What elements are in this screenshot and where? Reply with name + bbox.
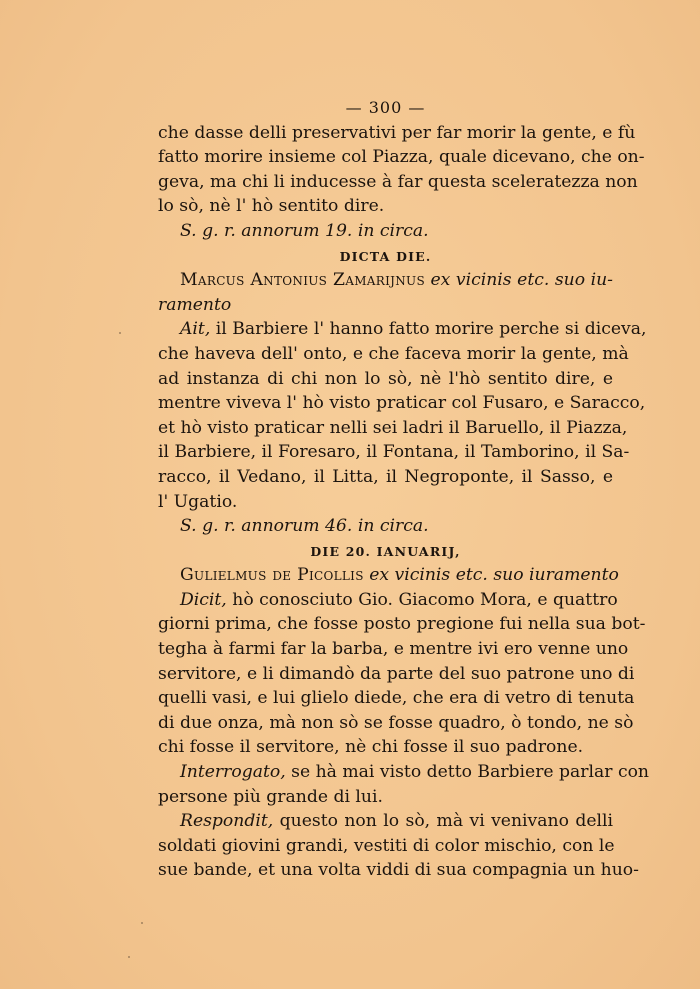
text-line xyxy=(158,391,646,416)
text-line xyxy=(158,809,613,834)
section-heading: DICTA DIE. xyxy=(339,248,432,264)
section-heading: DIE 20. IANUARIJ, xyxy=(310,543,461,559)
line-text: mentre viveva l' hò visto praticar col Fusaro, e Saracco, xyxy=(158,393,646,414)
text-line xyxy=(158,416,628,441)
lead-word: Dicit, xyxy=(180,589,227,610)
line-text: quelli vasi, e lui glielo diede, che era di vetro di tenuta xyxy=(158,688,635,709)
text-lines xyxy=(158,121,649,883)
line-text: ramento xyxy=(158,294,232,315)
lead-word: Respondit, xyxy=(180,811,274,832)
signature-line: S. g. r. annorum 46. in circa. xyxy=(180,516,429,537)
witness-formula: ex vicinis etc. suo iu- xyxy=(424,270,613,291)
text-line xyxy=(158,293,613,318)
paper-speck xyxy=(119,332,121,334)
text-line xyxy=(158,735,613,760)
text-line xyxy=(158,145,645,170)
signature-line: S. g. r. annorum 19. in circa. xyxy=(180,220,429,241)
text-line xyxy=(158,612,646,637)
text-line xyxy=(158,662,635,687)
text-line xyxy=(158,367,613,392)
line-text: il Barbiere, il Foresaro, il Fontana, il Tamborino, il Sa- xyxy=(158,442,630,463)
text-line xyxy=(158,514,613,539)
page-text xyxy=(158,96,649,883)
text-line xyxy=(158,219,613,244)
witness-name: Gulielmus de Picollis xyxy=(180,565,364,586)
line-text: hò conosciuto Gio. Giacomo Mora, e quattro xyxy=(226,589,618,610)
line-text: racco, il Vedano, il Litta, il Negroponte, il Sasso, e xyxy=(158,466,613,487)
text-line xyxy=(158,539,613,564)
text-line xyxy=(158,121,636,146)
text-line xyxy=(158,588,618,613)
line-text: servitore, e li dimandò da parte del suo patrone uno di xyxy=(158,663,635,684)
witness-formula: ex vicinis etc. suo iuramento xyxy=(363,565,619,586)
text-line xyxy=(158,834,613,859)
page-number: — 300 — xyxy=(345,98,426,117)
text-line xyxy=(158,268,613,293)
line-text: se hà mai visto detto Barbiere parlar con xyxy=(285,762,649,783)
text-line xyxy=(158,686,635,711)
text-line xyxy=(158,563,619,588)
lead-word: Ait, xyxy=(180,319,211,340)
line-text: fatto morire insieme col Piazza, quale dicevano, che on- xyxy=(158,147,645,168)
line-text: il Barbiere l' hanno fatto morire perche si diceva, xyxy=(210,319,647,340)
text-line xyxy=(158,858,639,883)
line-text: persone più grande di lui. xyxy=(158,786,383,807)
paper-speck xyxy=(128,956,130,958)
line-text: geva, ma chi li inducesse à far questa sceleratezza non xyxy=(158,171,638,192)
line-text: soldati giovini grandi, vestiti di color mischio, con le xyxy=(158,835,615,856)
text-line xyxy=(158,465,613,490)
line-text: ad instanza di chi non lo sò, nè l'hò sentito dire, e xyxy=(158,368,613,389)
line-text: giorni prima, che fosse posto pregione fui nella sua bot- xyxy=(158,614,646,635)
text-line xyxy=(158,440,630,465)
text-line xyxy=(158,637,629,662)
text-line xyxy=(158,490,613,515)
line-text: che haveva dell' onto, e che faceva morir la gente, mà xyxy=(158,343,629,364)
text-line xyxy=(158,244,613,269)
witness-name: Marcus Antonius Zamarijnus xyxy=(180,270,425,291)
lead-word: Interrogato, xyxy=(180,762,286,783)
text-line xyxy=(158,342,629,367)
text-line xyxy=(158,317,647,342)
line-text: l' Ugatio. xyxy=(158,491,238,512)
text-line xyxy=(158,194,613,219)
line-text: lo sò, nè l' hò sentito dire. xyxy=(158,196,385,217)
line-text: questo non lo sò, mà vi venivano delli xyxy=(273,811,613,832)
text-line xyxy=(158,170,638,195)
line-text: che dasse delli preservativi per far morir la gente, e fù xyxy=(158,122,636,143)
text-line xyxy=(158,760,649,785)
line-text: et hò visto praticar nelli sei ladri il Baruello, il Piazza, xyxy=(158,417,628,438)
line-text: di due onza, mà non sò se fosse quadro, ò tondo, ne sò xyxy=(158,712,634,733)
paper-speck xyxy=(141,922,143,924)
text-line xyxy=(158,785,613,810)
line-text: sue bande, et una volta viddi di sua compagnia un huo- xyxy=(158,860,639,881)
line-text: tegha à farmi far la barba, e mentre ivi ero venne uno xyxy=(158,639,629,660)
text-line xyxy=(158,711,634,736)
line-text: chi fosse il servitore, nè chi fosse il suo padrone. xyxy=(158,737,584,758)
